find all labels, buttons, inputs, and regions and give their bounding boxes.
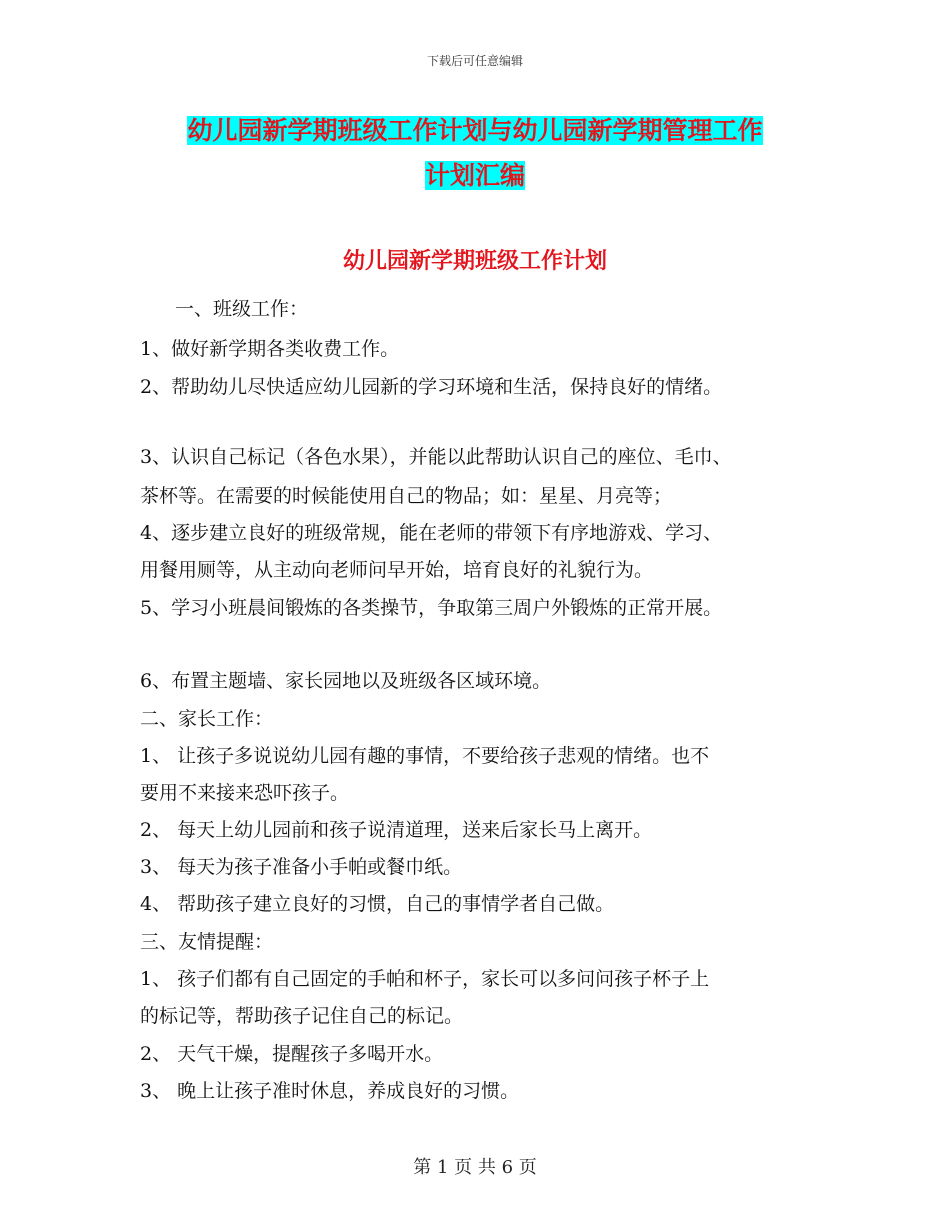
paragraph-line: 6、布置主题墙、家长园地以及班级各区域环境。 bbox=[140, 670, 552, 692]
paragraph-line: 3、 每天为孩子准备小手帕或餐巾纸。 bbox=[140, 856, 463, 878]
paragraph-line: 1、 孩子们都有自己固定的手帕和杯子，家长可以多问问孩子杯子上 bbox=[140, 968, 710, 990]
paragraph-line: 4、逐步建立良好的班级常规，能在老师的带领下有序地游戏、学习、 bbox=[140, 522, 723, 544]
paragraph-line: 用餐用厕等，从主动向老师问早开始，培育良好的礼貌行为。 bbox=[140, 559, 654, 581]
paragraph-line: 2、 天气干燥，提醒孩子多喝开水。 bbox=[140, 1043, 444, 1065]
section-title: 幼儿园新学期班级工作计划 bbox=[342, 249, 607, 274]
paragraph-line: 3、认识自己标记（各色水果），并能以此帮助认识自己的座位、毛巾、 bbox=[140, 446, 732, 468]
paragraph-line: 的标记等，帮助孩子记住自己的标记。 bbox=[140, 1005, 464, 1027]
document-title bbox=[0, 108, 950, 198]
paragraph-line: 要用不来接来恐吓孩子。 bbox=[140, 782, 350, 804]
paragraph-line: 1、做好新学期各类收费工作。 bbox=[140, 338, 400, 360]
page-number-footer: 第 1 页 共 6 页 bbox=[413, 1157, 537, 1178]
paragraph-line: 2、帮助幼儿尽快适应幼儿园新的学习环境和生活，保持良好的情绪。 bbox=[140, 376, 723, 398]
heading-class-work: 一、班级工作： bbox=[175, 298, 309, 320]
title-line-2: 计划汇编 bbox=[424, 161, 525, 190]
paragraph-line: 1、 让孩子多说说幼儿园有趣的事情，不要给孩子悲观的情绪。也不 bbox=[140, 745, 710, 767]
paragraph-line: 茶杯等。在需要的时候能使用自己的物品；如：星星、月亮等； bbox=[140, 485, 673, 507]
header-note: 下载后可任意编辑 bbox=[426, 54, 523, 68]
paragraph-line: 2、 每天上幼儿园前和孩子说清道理，送来后家长马上离开。 bbox=[140, 819, 653, 841]
paragraph-line: 5、学习小班晨间锻炼的各类操节，争取第三周户外锻炼的正常开展。 bbox=[140, 597, 723, 619]
paragraph-line: 3、 晚上让孩子准时休息，养成良好的习惯。 bbox=[140, 1080, 520, 1102]
heading-parent-work: 二、家长工作： bbox=[140, 708, 274, 730]
paragraph-line: 4、 帮助孩子建立良好的习惯，自己的事情学者自己做。 bbox=[140, 893, 615, 915]
heading-friendly-reminder: 三、友情提醒： bbox=[140, 931, 274, 953]
title-line-1: 幼儿园新学期班级工作计划与幼儿园新学期管理工作 bbox=[187, 116, 763, 145]
